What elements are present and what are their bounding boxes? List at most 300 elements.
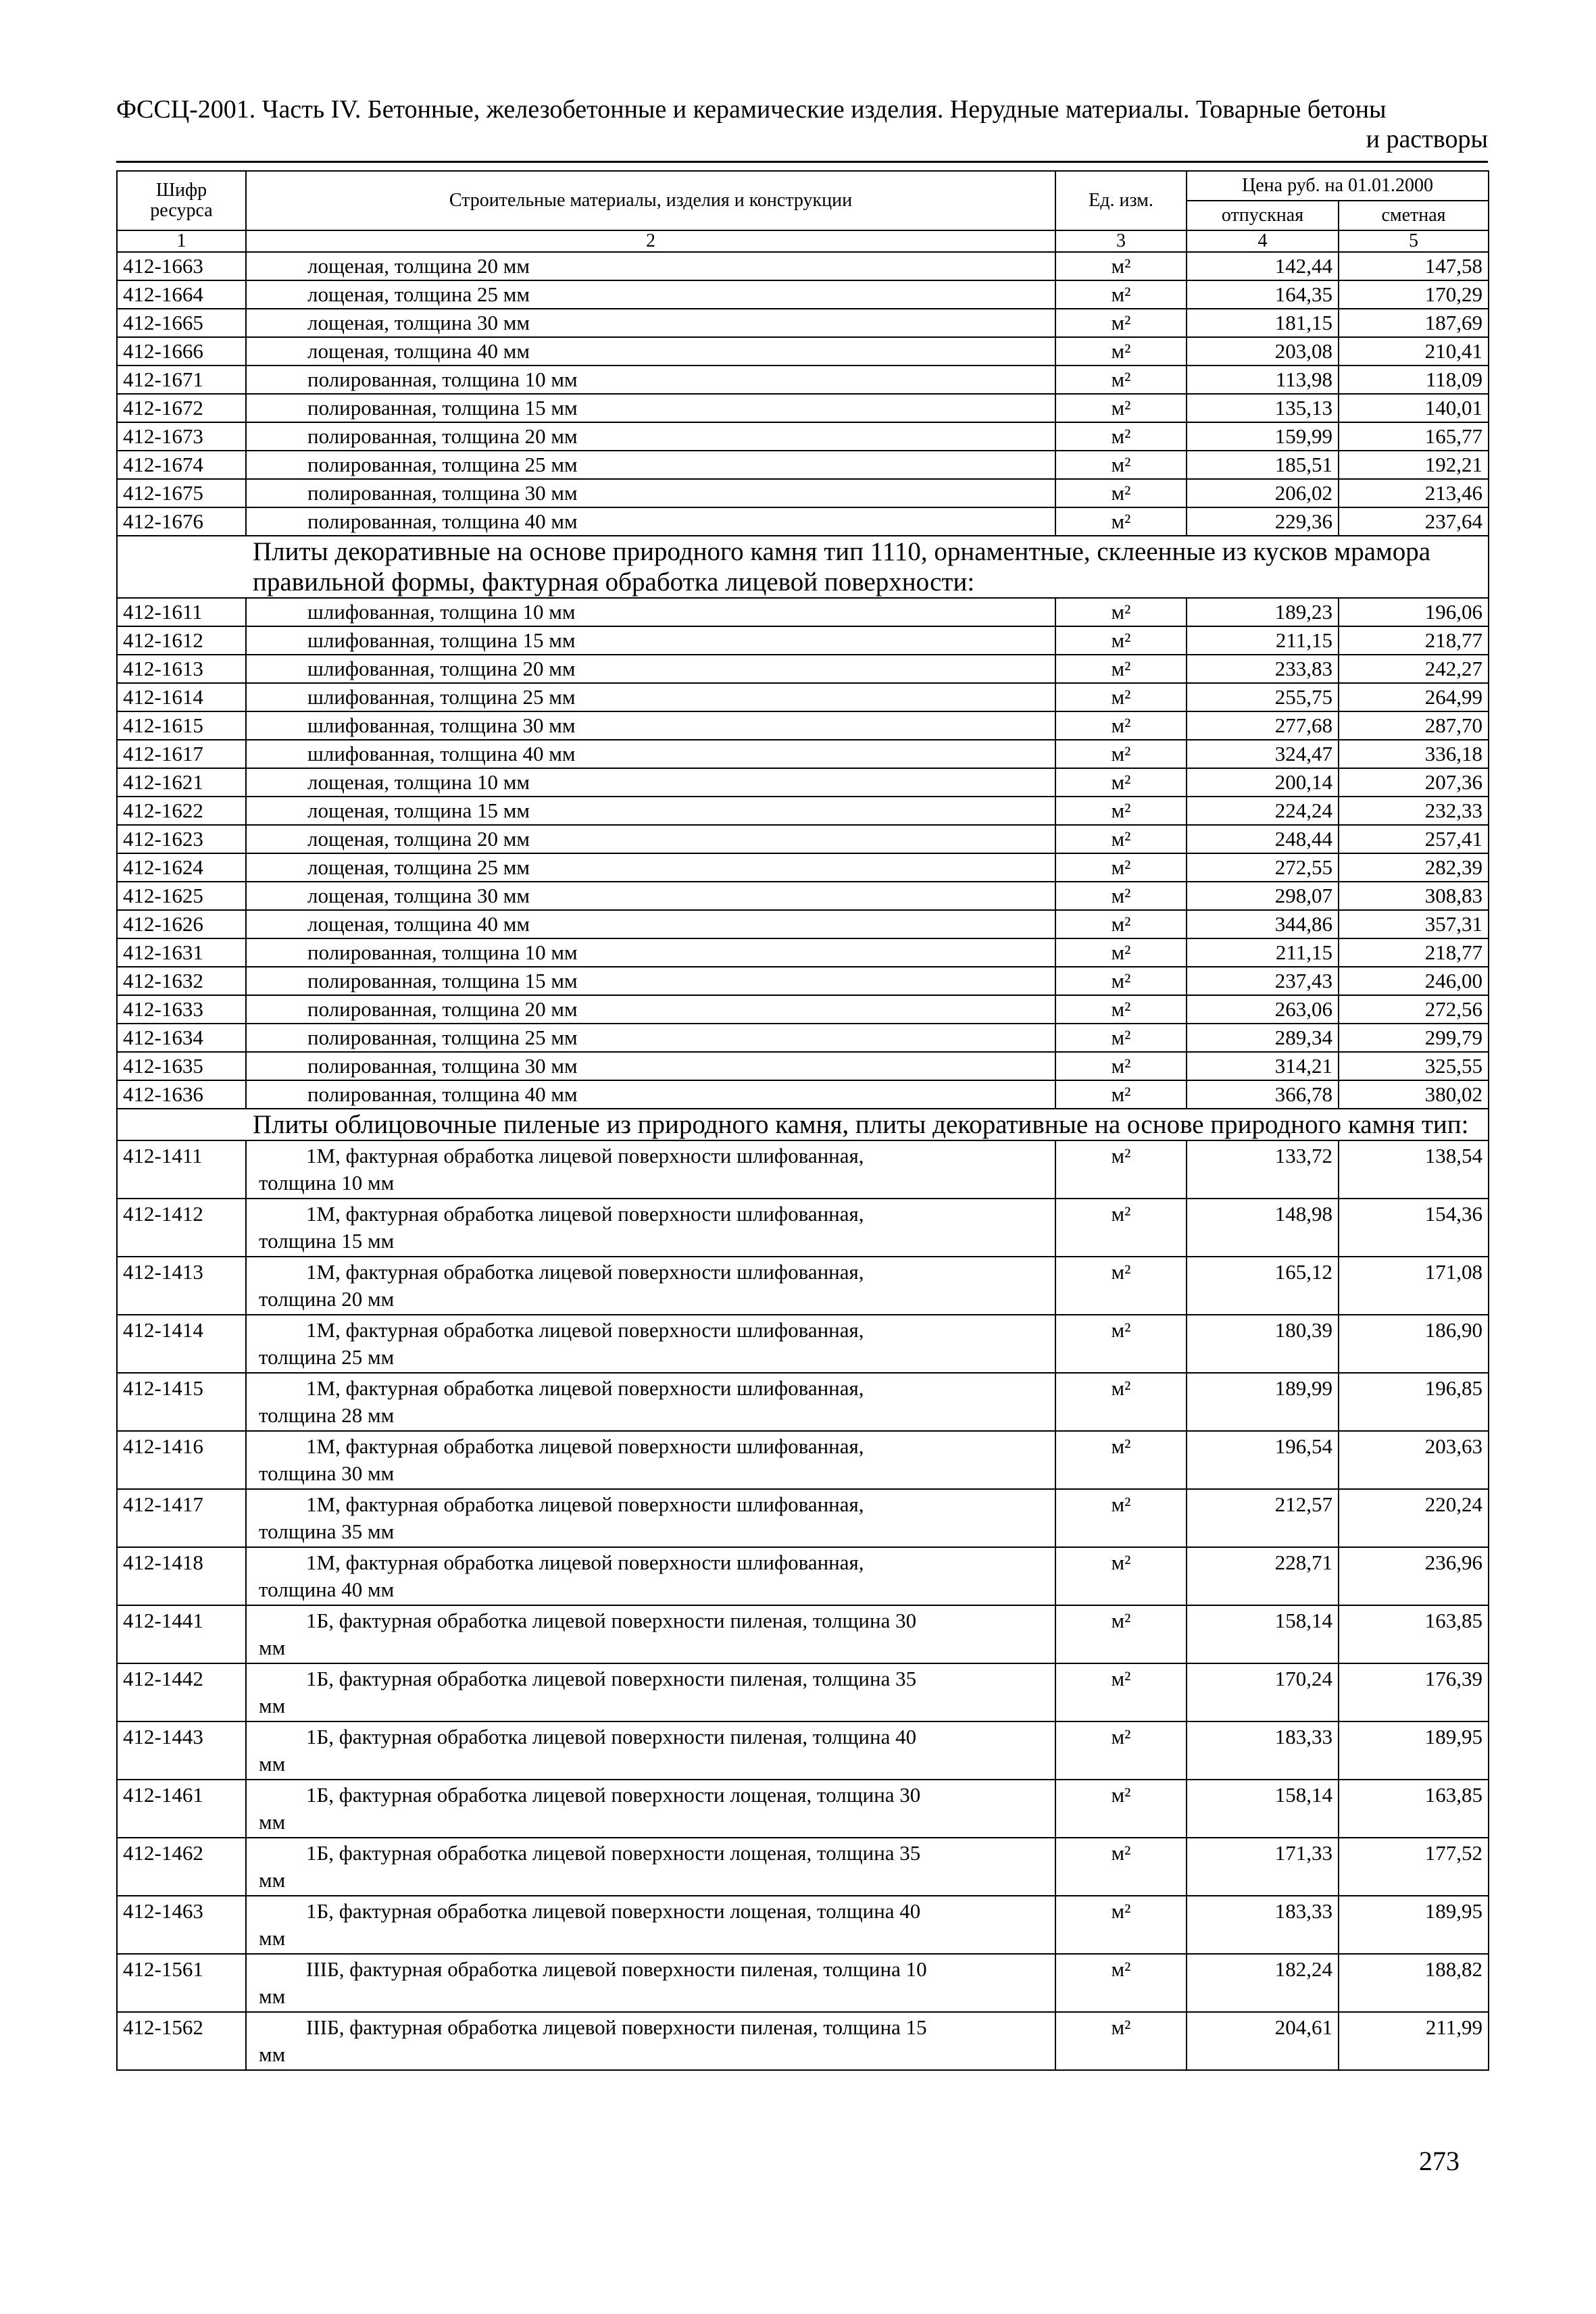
unit: м² [1055, 1547, 1187, 1605]
resource-code: 412-1673 [117, 422, 246, 451]
resource-code: 412-1612 [117, 626, 246, 655]
estimate-price: 196,85 [1339, 1373, 1489, 1431]
unit: м² [1055, 853, 1187, 882]
table-row [117, 451, 1489, 479]
resource-code: 412-1442 [117, 1663, 246, 1721]
release-price: 159,99 [1187, 422, 1339, 451]
table-row [117, 1140, 1489, 1199]
material-name [246, 1547, 1055, 1605]
unit: м² [1055, 938, 1187, 967]
material-name-line-1: 1Б, фактурная обработка лицевой поверхности лощеная, толщина 30 [306, 1783, 921, 1807]
resource-code: 412-1665 [117, 309, 246, 337]
unit: м² [1055, 252, 1187, 280]
material-name: шлифованная, толщина 15 мм [246, 626, 1055, 655]
release-price: 289,34 [1187, 1024, 1339, 1052]
unit: м² [1055, 1838, 1187, 1896]
estimate-price: 299,79 [1339, 1024, 1489, 1052]
unit: м² [1055, 1489, 1187, 1547]
column-number: 3 [1055, 230, 1187, 252]
material-name-line-1: 1Б, фактурная обработка лицевой поверхности пиленая, толщина 40 [306, 1725, 917, 1749]
resource-code: 412-1663 [117, 252, 246, 280]
estimate-price: 147,58 [1339, 252, 1489, 280]
material-name-line-2: толщина 30 мм [259, 1461, 395, 1485]
unit: м² [1055, 711, 1187, 740]
resource-code: 412-1418 [117, 1547, 246, 1605]
material-name: лощеная, толщина 15 мм [246, 797, 1055, 825]
table-row [117, 910, 1489, 938]
unit: м² [1055, 1373, 1187, 1431]
price-header: Цена руб. на 01.01.2000 [1187, 171, 1489, 201]
resource-code: 412-1611 [117, 598, 246, 626]
release-price: 344,86 [1187, 910, 1339, 938]
estimate-price: 196,06 [1339, 598, 1489, 626]
resource-code: 412-1411 [117, 1140, 246, 1199]
material-name [246, 1315, 1055, 1373]
unit: м² [1055, 882, 1187, 910]
material-name: лощеная, толщина 30 мм [246, 882, 1055, 910]
material-name-line-1: 1Б, фактурная обработка лицевой поверхности лощеная, толщина 40 [306, 1899, 921, 1923]
unit: м² [1055, 1605, 1187, 1663]
material-name: полированная, толщина 25 мм [246, 1024, 1055, 1052]
unit: м² [1055, 1896, 1187, 1954]
table-row [117, 995, 1489, 1024]
estimate-price: 170,29 [1339, 280, 1489, 309]
page-number: 273 [1419, 2146, 1460, 2176]
table-row [117, 1780, 1489, 1838]
material-name-line-2: толщина 10 мм [259, 1171, 395, 1194]
unit: м² [1055, 1080, 1187, 1109]
resource-code: 412-1613 [117, 655, 246, 683]
table-row [117, 882, 1489, 910]
unit: м² [1055, 507, 1187, 536]
estimate-price: 232,33 [1339, 797, 1489, 825]
estimate-price: 287,70 [1339, 711, 1489, 740]
release-price: 233,83 [1187, 655, 1339, 683]
resource-code: 412-1417 [117, 1489, 246, 1547]
table-row [117, 598, 1489, 626]
estimate-price: 187,69 [1339, 309, 1489, 337]
estimate-price: 154,36 [1339, 1199, 1489, 1257]
release-price: 142,44 [1187, 252, 1339, 280]
table-row [117, 1489, 1489, 1547]
estimate-price: 165,77 [1339, 422, 1489, 451]
release-price: 229,36 [1187, 507, 1339, 536]
material-name-line-2: мм [259, 1810, 286, 1834]
material-name [246, 1780, 1055, 1838]
material-name: лощеная, толщина 20 мм [246, 825, 1055, 853]
resource-code: 412-1621 [117, 768, 246, 797]
release-price: 181,15 [1187, 309, 1339, 337]
material-name-line-2: мм [259, 1926, 286, 1950]
table-header [117, 171, 1489, 252]
estimate-price: 282,39 [1339, 853, 1489, 882]
material-name-line-2: толщина 35 мм [259, 1519, 395, 1543]
unit-header: Ед. изм. [1055, 171, 1187, 230]
table-row [117, 1663, 1489, 1721]
material-name-line-1: IIIБ, фактурная обработка лицевой поверхности пиленая, толщина 15 [306, 2015, 927, 2039]
unit: м² [1055, 1721, 1187, 1780]
unit: м² [1055, 422, 1187, 451]
material-name: лощеная, толщина 25 мм [246, 280, 1055, 309]
estimate-price: 192,21 [1339, 451, 1489, 479]
resource-code: 412-1666 [117, 337, 246, 366]
resource-code: 412-1623 [117, 825, 246, 853]
material-name-line-1: 1М, фактурная обработка лицевой поверхности шлифованная, [306, 1318, 864, 1342]
table-row [117, 1373, 1489, 1431]
material-name-line-1: 1М, фактурная обработка лицевой поверхности шлифованная, [306, 1492, 864, 1516]
resource-code: 412-1622 [117, 797, 246, 825]
table-row [117, 938, 1489, 967]
code-header: Шифр ресурса [117, 171, 246, 230]
material-name [246, 1489, 1055, 1547]
table-row [117, 683, 1489, 711]
column-number: 5 [1339, 230, 1489, 252]
table-row [117, 1431, 1489, 1489]
release-price: 185,51 [1187, 451, 1339, 479]
material-name [246, 2012, 1055, 2070]
resource-code: 412-1413 [117, 1257, 246, 1315]
material-name-line-2: толщина 20 мм [259, 1287, 395, 1311]
release-price: 158,14 [1187, 1780, 1339, 1838]
estimate-price: 140,01 [1339, 394, 1489, 422]
table-row [117, 1547, 1489, 1605]
estimate-price: 308,83 [1339, 882, 1489, 910]
table-row [117, 1315, 1489, 1373]
table-row [117, 479, 1489, 507]
material-name-line-2: толщина 28 мм [259, 1403, 395, 1427]
resource-code: 412-1462 [117, 1838, 246, 1896]
table-row [117, 711, 1489, 740]
release-price: 180,39 [1187, 1315, 1339, 1373]
unit: м² [1055, 1954, 1187, 2012]
release-price: 200,14 [1187, 768, 1339, 797]
table-row [117, 853, 1489, 882]
resource-code: 412-1624 [117, 853, 246, 882]
material-name-line-1: 1М, фактурная обработка лицевой поверхности шлифованная, [306, 1144, 864, 1167]
column-number: 2 [246, 230, 1055, 252]
release-price: 164,35 [1187, 280, 1339, 309]
estimate-price: 189,95 [1339, 1896, 1489, 1954]
unit: м² [1055, 683, 1187, 711]
column-numbers-row [117, 230, 1489, 252]
release-price: 183,33 [1187, 1721, 1339, 1780]
release-price: 228,71 [1187, 1547, 1339, 1605]
table-row [117, 252, 1489, 280]
resource-code: 412-1635 [117, 1052, 246, 1080]
table-row [117, 337, 1489, 366]
table-row [117, 422, 1489, 451]
material-name-line-2: мм [259, 1868, 286, 1892]
column-number: 1 [117, 230, 246, 252]
material-name-line-2: мм [259, 1752, 286, 1776]
unit: м² [1055, 598, 1187, 626]
estimate-price: 213,46 [1339, 479, 1489, 507]
unit: м² [1055, 967, 1187, 995]
material-name: шлифованная, толщина 20 мм [246, 655, 1055, 683]
estimate-price: 325,55 [1339, 1052, 1489, 1080]
release-price: 158,14 [1187, 1605, 1339, 1663]
resource-code: 412-1415 [117, 1373, 246, 1431]
estimate-price: 242,27 [1339, 655, 1489, 683]
unit: м² [1055, 309, 1187, 337]
header-title-line-1: ФССЦ-2001. Часть IV. Бетонные, железобетонные и керамические изделия. Нерудные материалы. Товарные бетоны [116, 95, 1387, 124]
release-price: 237,43 [1187, 967, 1339, 995]
resource-code: 412-1441 [117, 1605, 246, 1663]
material-name: полированная, толщина 30 мм [246, 479, 1055, 507]
unit: м² [1055, 626, 1187, 655]
release-price: 272,55 [1187, 853, 1339, 882]
estimate-price: 236,96 [1339, 1547, 1489, 1605]
unit: м² [1055, 451, 1187, 479]
material-name: лощеная, толщина 20 мм [246, 252, 1055, 280]
material-name: полированная, толщина 15 мм [246, 394, 1055, 422]
material-name [246, 1431, 1055, 1489]
unit: м² [1055, 2012, 1187, 2070]
material-name [246, 1838, 1055, 1896]
resource-code: 412-1636 [117, 1080, 246, 1109]
material-name-line-2: толщина 25 мм [259, 1345, 395, 1369]
unit: м² [1055, 825, 1187, 853]
release-price: 133,72 [1187, 1140, 1339, 1199]
release-price: 203,08 [1187, 337, 1339, 366]
unit: м² [1055, 910, 1187, 938]
resource-code: 412-1632 [117, 967, 246, 995]
resource-code: 412-1463 [117, 1896, 246, 1954]
estimate-price: 272,56 [1339, 995, 1489, 1024]
release-price: 182,24 [1187, 1954, 1339, 2012]
estimate-price: 118,09 [1339, 366, 1489, 394]
resource-code: 412-1615 [117, 711, 246, 740]
resource-code: 412-1614 [117, 683, 246, 711]
material-name: полированная, толщина 15 мм [246, 967, 1055, 995]
page-header [116, 95, 1488, 154]
resource-code: 412-1561 [117, 1954, 246, 2012]
unit: м² [1055, 366, 1187, 394]
resource-code: 412-1625 [117, 882, 246, 910]
material-name-line-2: мм [259, 1984, 286, 2008]
estimate-price: 210,41 [1339, 337, 1489, 366]
estimate-price: 257,41 [1339, 825, 1489, 853]
unit: м² [1055, 337, 1187, 366]
table-row [117, 967, 1489, 995]
table-row [117, 1954, 1489, 2012]
material-name-line-1: 1М, фактурная обработка лицевой поверхности шлифованная, [306, 1551, 864, 1574]
resource-code: 412-1617 [117, 740, 246, 768]
material-name: полированная, толщина 40 мм [246, 1080, 1055, 1109]
table-row [117, 1605, 1489, 1663]
table-body-part-3 [117, 1140, 1489, 2070]
section-heading: Плиты декоративные на основе природного камня тип 1110, орнаментные, склеенные из кусков мрамора правильной формы, фактурная обработка лицевой поверхности: [117, 536, 1489, 598]
estimate-price: 171,08 [1339, 1257, 1489, 1315]
unit: м² [1055, 1315, 1187, 1373]
unit: м² [1055, 1257, 1187, 1315]
resource-code: 412-1412 [117, 1199, 246, 1257]
unit: м² [1055, 1140, 1187, 1199]
material-name: лощеная, толщина 30 мм [246, 309, 1055, 337]
release-price: 248,44 [1187, 825, 1339, 853]
estimate-price: 220,24 [1339, 1489, 1489, 1547]
release-price: 211,15 [1187, 626, 1339, 655]
estimate-price: 246,00 [1339, 967, 1489, 995]
release-price: 171,33 [1187, 1838, 1339, 1896]
unit: м² [1055, 768, 1187, 797]
resource-code: 412-1626 [117, 910, 246, 938]
release-price: 165,12 [1187, 1257, 1339, 1315]
release-price: 135,13 [1187, 394, 1339, 422]
release-price: 183,33 [1187, 1896, 1339, 1954]
resource-code: 412-1672 [117, 394, 246, 422]
table-body-part-1 [117, 252, 1489, 536]
header-rule [116, 161, 1488, 163]
header-title-line-2: и растворы [1366, 125, 1488, 153]
table-row [117, 1199, 1489, 1257]
table-row [117, 507, 1489, 536]
estimate-price: 357,31 [1339, 910, 1489, 938]
material-name: полированная, толщина 20 мм [246, 995, 1055, 1024]
unit: м² [1055, 797, 1187, 825]
resource-code: 412-1634 [117, 1024, 246, 1052]
table-row [117, 366, 1489, 394]
resource-code: 412-1416 [117, 1431, 246, 1489]
unit: м² [1055, 1780, 1187, 1838]
release-price: 204,61 [1187, 2012, 1339, 2070]
estimate-price: 218,77 [1339, 938, 1489, 967]
material-name-line-1: 1М, фактурная обработка лицевой поверхности шлифованная, [306, 1376, 864, 1400]
material-name-line-1: 1М, фактурная обработка лицевой поверхности шлифованная, [306, 1434, 864, 1458]
material-name-line-2: толщина 15 мм [259, 1229, 395, 1253]
section-1 [117, 536, 1489, 598]
material-name [246, 1954, 1055, 2012]
material-name: лощеная, толщина 40 мм [246, 910, 1055, 938]
estimate-price: 138,54 [1339, 1140, 1489, 1199]
material-name-line-1: 1Б, фактурная обработка лицевой поверхности пиленая, толщина 35 [306, 1667, 917, 1690]
table-row [117, 740, 1489, 768]
unit: м² [1055, 479, 1187, 507]
unit: м² [1055, 655, 1187, 683]
estimate-price: 188,82 [1339, 1954, 1489, 2012]
release-price: 224,24 [1187, 797, 1339, 825]
table-row [117, 1052, 1489, 1080]
estimate-price: 237,64 [1339, 507, 1489, 536]
material-name: шлифованная, толщина 25 мм [246, 683, 1055, 711]
estimate-price: 380,02 [1339, 1080, 1489, 1109]
material-name: полированная, толщина 30 мм [246, 1052, 1055, 1080]
estimate-price: 189,95 [1339, 1721, 1489, 1780]
resource-code: 412-1562 [117, 2012, 246, 2070]
material-name [246, 1140, 1055, 1199]
table-row [117, 825, 1489, 853]
material-name-line-1: 1Б, фактурная обработка лицевой поверхности пиленая, толщина 30 [306, 1609, 917, 1632]
material-name [246, 1663, 1055, 1721]
estimate-price: 336,18 [1339, 740, 1489, 768]
table-row [117, 797, 1489, 825]
unit: м² [1055, 1052, 1187, 1080]
unit: м² [1055, 1431, 1187, 1489]
material-name: полированная, толщина 20 мм [246, 422, 1055, 451]
material-name: шлифованная, толщина 30 мм [246, 711, 1055, 740]
unit: м² [1055, 1024, 1187, 1052]
estimate-price: 207,36 [1339, 768, 1489, 797]
release-price: 366,78 [1187, 1080, 1339, 1109]
material-name: шлифованная, толщина 10 мм [246, 598, 1055, 626]
release-price-header: отпускная [1187, 201, 1339, 230]
material-name: полированная, толщина 40 мм [246, 507, 1055, 536]
material-name: полированная, толщина 10 мм [246, 938, 1055, 967]
release-price: 206,02 [1187, 479, 1339, 507]
material-name: лощеная, толщина 40 мм [246, 337, 1055, 366]
table-row [117, 2012, 1489, 2070]
resource-code: 412-1414 [117, 1315, 246, 1373]
estimate-price: 176,39 [1339, 1663, 1489, 1721]
table-row [117, 280, 1489, 309]
release-price: 324,47 [1187, 740, 1339, 768]
resource-code: 412-1674 [117, 451, 246, 479]
material-name [246, 1373, 1055, 1431]
table-row [117, 394, 1489, 422]
unit: м² [1055, 995, 1187, 1024]
estimate-price: 163,85 [1339, 1605, 1489, 1663]
release-price: 211,15 [1187, 938, 1339, 967]
estimate-price: 163,85 [1339, 1780, 1489, 1838]
material-name [246, 1257, 1055, 1315]
estimate-price: 218,77 [1339, 626, 1489, 655]
material-name-line-2: мм [259, 1636, 286, 1659]
material-name-line-1: IIIБ, фактурная обработка лицевой поверхности пиленая, толщина 10 [306, 1957, 927, 1981]
unit: м² [1055, 394, 1187, 422]
section-2 [117, 1109, 1489, 1140]
release-price: 189,99 [1187, 1373, 1339, 1431]
resource-code: 412-1633 [117, 995, 246, 1024]
estimate-price: 203,63 [1339, 1431, 1489, 1489]
material-name-line-1: 1М, фактурная обработка лицевой поверхности шлифованная, [306, 1260, 864, 1284]
table-row [117, 768, 1489, 797]
unit: м² [1055, 280, 1187, 309]
estimate-price-header: сметная [1339, 201, 1489, 230]
section-heading-row [117, 536, 1489, 598]
unit: м² [1055, 1663, 1187, 1721]
material-name-line-1: 1Б, фактурная обработка лицевой поверхности лощеная, толщина 35 [306, 1841, 921, 1865]
release-price: 196,54 [1187, 1431, 1339, 1489]
name-header: Строительные материалы, изделия и конструкции [246, 171, 1055, 230]
release-price: 277,68 [1187, 711, 1339, 740]
material-name [246, 1605, 1055, 1663]
section-heading-row [117, 1109, 1489, 1140]
resource-code: 412-1461 [117, 1780, 246, 1838]
column-number: 4 [1187, 230, 1339, 252]
table-row [117, 655, 1489, 683]
material-name: лощеная, толщина 25 мм [246, 853, 1055, 882]
estimate-price: 264,99 [1339, 683, 1489, 711]
unit: м² [1055, 740, 1187, 768]
release-price: 314,21 [1187, 1052, 1339, 1080]
table-row [117, 1896, 1489, 1954]
release-price: 298,07 [1187, 882, 1339, 910]
table-row [117, 1080, 1489, 1109]
resource-code: 412-1664 [117, 280, 246, 309]
material-name: полированная, толщина 25 мм [246, 451, 1055, 479]
release-price: 255,75 [1187, 683, 1339, 711]
material-name: полированная, толщина 10 мм [246, 366, 1055, 394]
material-name [246, 1721, 1055, 1780]
release-price: 170,24 [1187, 1663, 1339, 1721]
material-name: лощеная, толщина 10 мм [246, 768, 1055, 797]
resource-code: 412-1676 [117, 507, 246, 536]
unit: м² [1055, 1199, 1187, 1257]
table-body-part-2 [117, 598, 1489, 1109]
material-name-line-1: 1М, фактурная обработка лицевой поверхности шлифованная, [306, 1202, 864, 1226]
material-name [246, 1199, 1055, 1257]
release-price: 148,98 [1187, 1199, 1339, 1257]
